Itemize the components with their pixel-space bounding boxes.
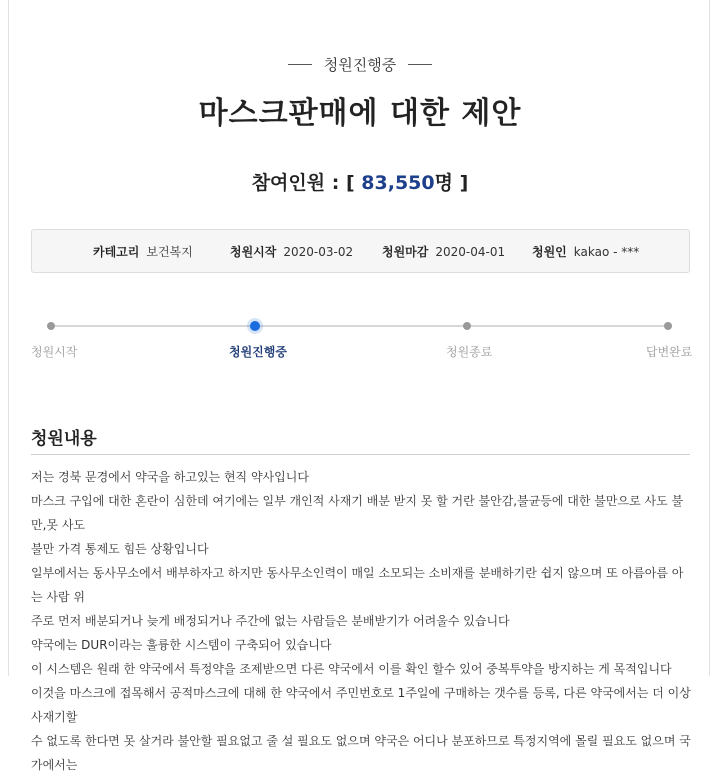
content-line: 주로 먼저 배분되거나 늦게 배정되거나 주간에 없는 사람들은 분배받기가 어려울수 있습니다 xyxy=(31,614,510,628)
info-category xyxy=(93,243,193,260)
category-value: 보건복지 xyxy=(146,245,193,259)
participant-close-bracket: ] xyxy=(459,172,469,194)
step-dot-ended xyxy=(463,322,471,330)
content-line: 이것을 마스크에 접목해서 공적마스크에 대해 한 약국에서 주민번호로 1주일에 구매하는 갯수를 등록, 다른 약국에서는 더 이상 사재기할 xyxy=(31,686,691,724)
step-dot-answered xyxy=(664,322,672,330)
status-dash-right xyxy=(408,64,432,65)
section-divider xyxy=(31,454,690,455)
step-label-ended: 청원종료 xyxy=(446,345,493,359)
step-label-start: 청원시작 xyxy=(31,345,78,359)
info-start-date xyxy=(230,243,353,260)
content-line: 저는 경북 문경에서 약국을 하고있는 현직 약사입니다 xyxy=(31,470,309,484)
step-label-in-progress: 청원진행중 xyxy=(229,345,287,359)
content-line: 이 시스템은 원래 한 약국에서 특정약을 조제받으면 다른 약국에서 이를 확인 할수 있어 중복투약을 방지하는 게 목적입니다 xyxy=(31,662,672,676)
participant-open-bracket: [ xyxy=(345,172,355,194)
category-label: 카테고리 xyxy=(93,245,140,259)
content-line: 마스크 구입에 대한 혼란이 심한데 여기에는 일부 개인적 사재기 배분 받지 못 할 거란 불안감,불균등에 대한 불만으로 사도 불만,못 사도 xyxy=(31,494,684,532)
content-line: 불만 가격 통제도 힘든 상황입니다 xyxy=(31,542,209,556)
step-dot-start xyxy=(47,322,55,330)
progress-line xyxy=(51,325,668,327)
end-value: 2020-04-01 xyxy=(435,245,506,259)
start-value: 2020-03-02 xyxy=(283,245,354,259)
participant-label: 참여인원 xyxy=(251,172,326,194)
end-label: 청원마감 xyxy=(382,245,429,259)
participant-number: 83,550 xyxy=(361,172,435,194)
content-line: 약국에는 DUR이라는 훌륭한 시스템이 구축되어 있습니다 xyxy=(31,638,332,652)
petitioner-value: kakao - *** xyxy=(573,245,640,259)
content-line: 일부에서는 동사무소에서 배부하자고 하지만 동사무소인력이 매일 소모되는 소비재를 분배하기란 쉽지 않으며 또 아름아름 아는 사람 위 xyxy=(31,566,684,604)
content-line: 수 없도록 한다면 못 살거라 불안할 필요없고 줄 설 필요도 없으며 약국은 어디나 분포하므로 특정지역에 몰릴 필요도 없으며 국가에서는 xyxy=(31,734,691,772)
participant-colon: : xyxy=(331,172,340,194)
petition-title: 마스크판매에 대한 제안 xyxy=(198,96,522,131)
petitioner-label: 청원인 xyxy=(532,245,567,259)
status-label: 청원진행중 xyxy=(323,55,397,74)
start-label: 청원시작 xyxy=(230,245,277,259)
petition-status xyxy=(0,54,720,74)
step-label-answered: 답변완료 xyxy=(646,345,693,359)
participant-count xyxy=(0,168,720,195)
info-end-date xyxy=(382,243,505,260)
petition-content xyxy=(31,465,691,777)
info-petitioner xyxy=(532,243,639,260)
petition-info-box xyxy=(31,229,690,273)
step-dot-in-progress xyxy=(250,321,260,331)
status-dash-left xyxy=(288,64,312,65)
section-title: 청원내용 xyxy=(31,429,97,449)
participant-unit: 명 xyxy=(434,172,453,194)
